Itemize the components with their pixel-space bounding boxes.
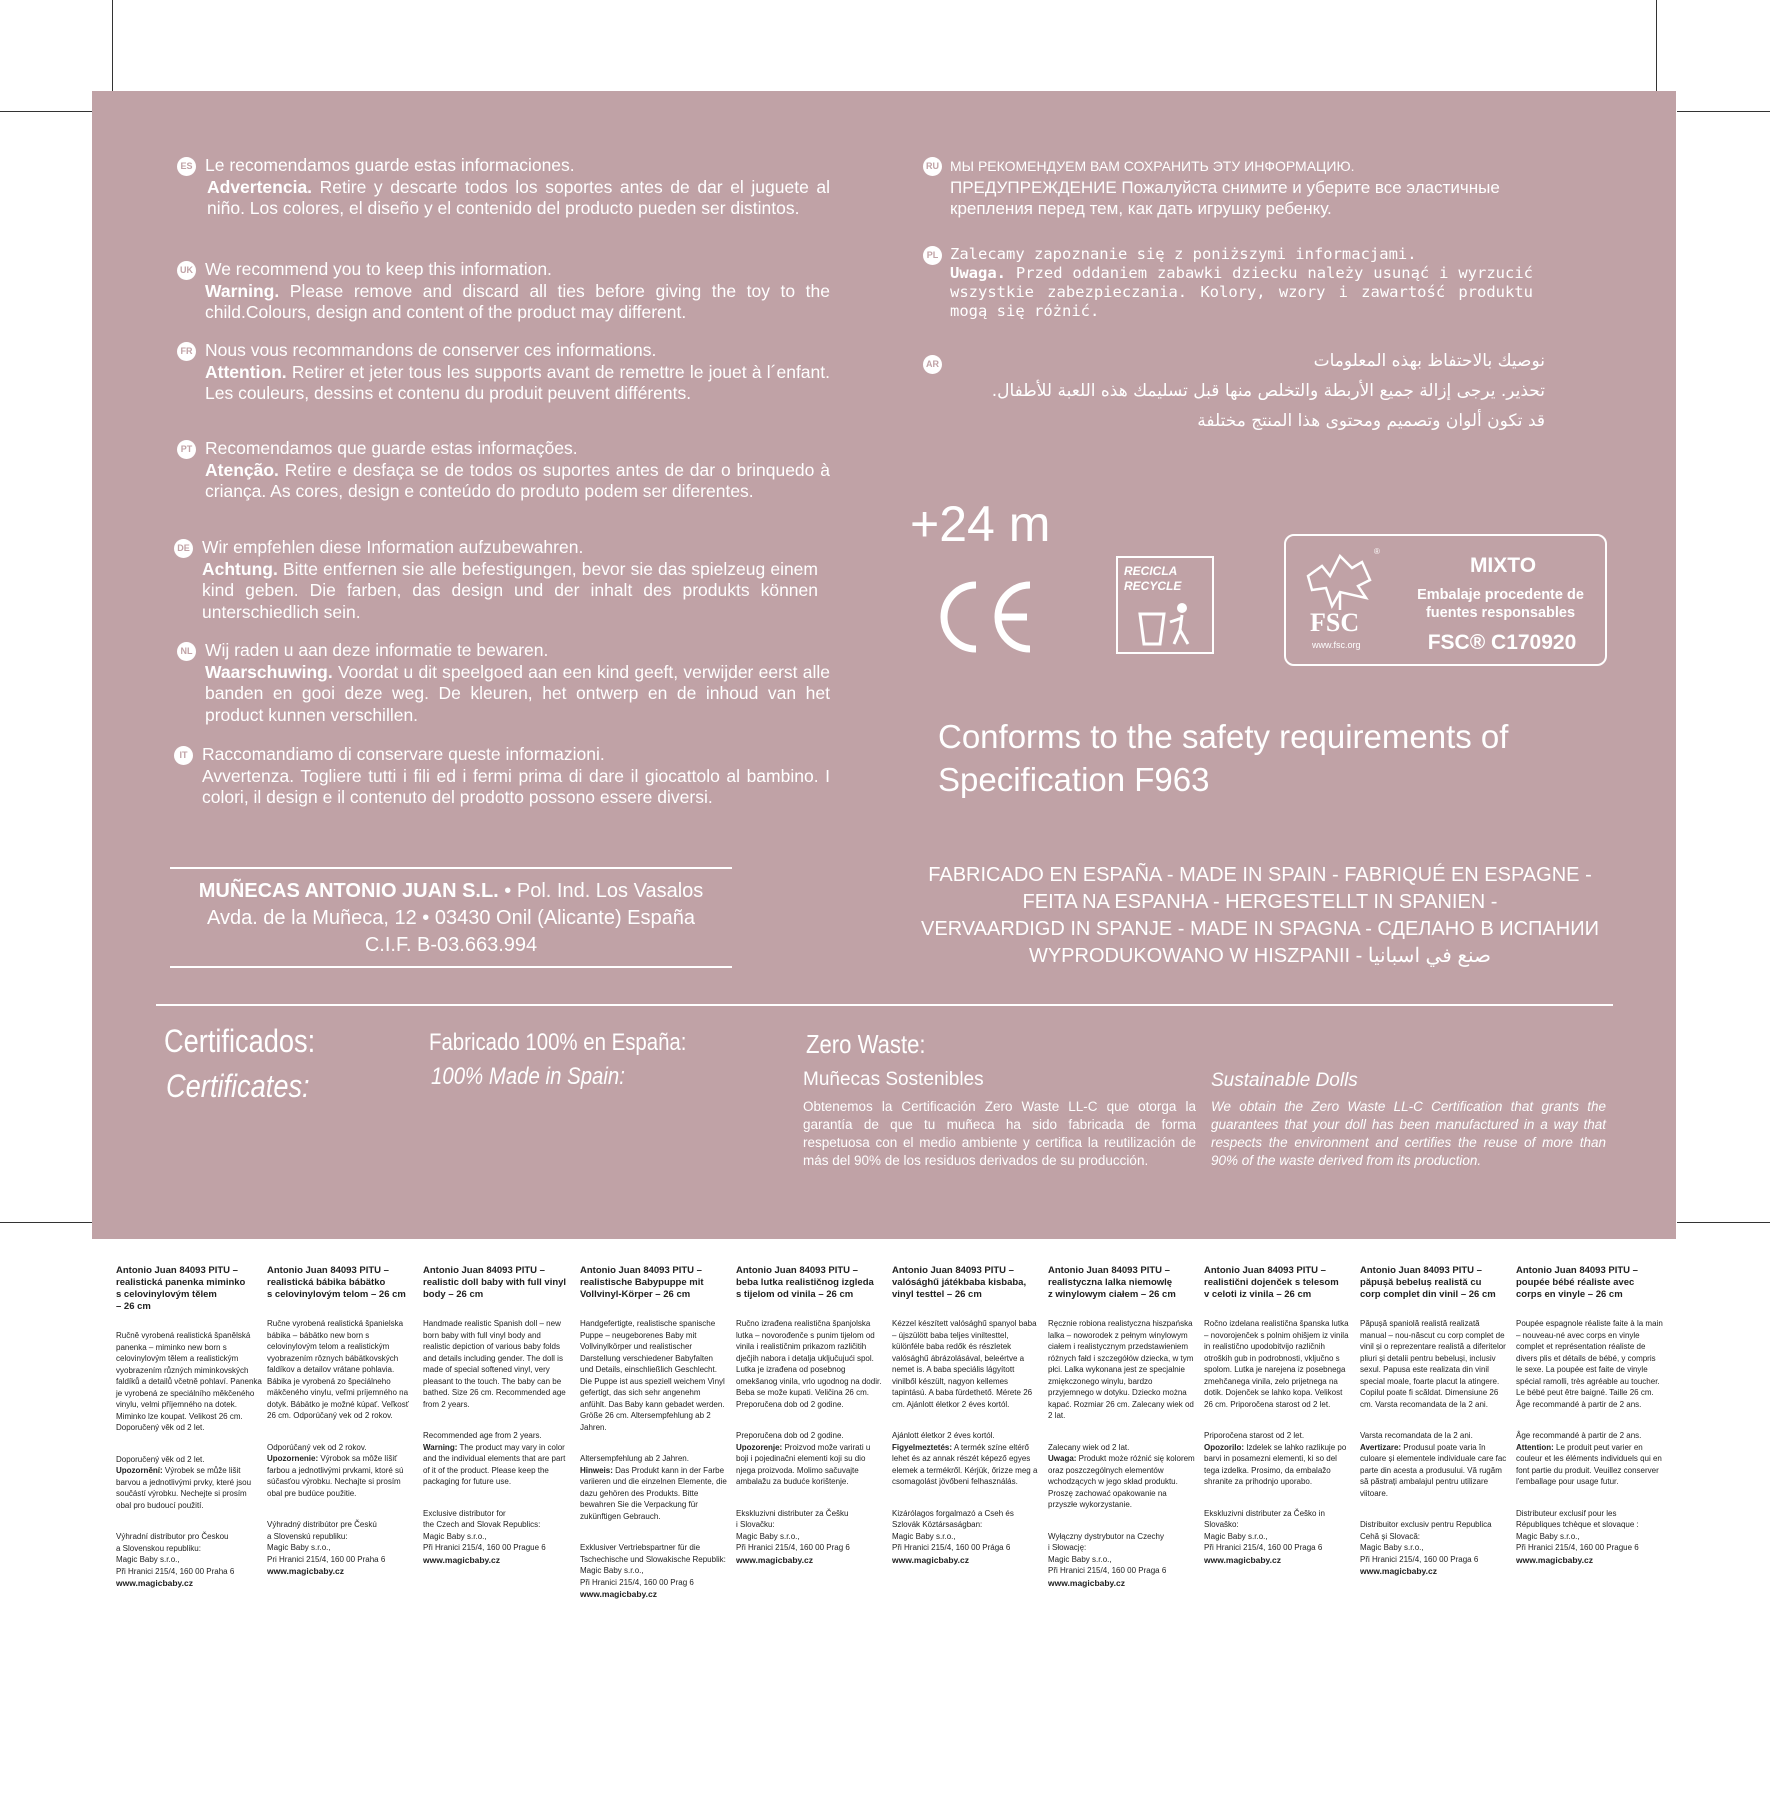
- company-separator: •: [498, 880, 517, 902]
- product-column: [1516, 1265, 1663, 1566]
- column-url: www.magicbaby.cz: [1048, 1577, 1125, 1588]
- svg-text:®: ®: [1374, 547, 1380, 556]
- sustainable-text-en: We obtain the Zero Waste LL-C Certification that grants the guarantees that your doll has been manufactured in a way that respects the environment and certifies the reuse of more than 90% of the waste derived from its production.: [1211, 1099, 1606, 1168]
- certs-title-es: Certificados:: [164, 1023, 316, 1059]
- fsc-desc: Embalaje procedente de fuentes responsables: [1417, 587, 1584, 621]
- column-warning: [423, 1430, 570, 1488]
- divider: [170, 867, 732, 869]
- crop-mark: [1656, 0, 1657, 92]
- made-in-statement: [900, 862, 1620, 970]
- lang-block-fr: [180, 340, 830, 405]
- column-url: www.magicbaby.cz: [892, 1554, 969, 1565]
- made-in-line: FABRICADO EN ESPAÑA - MADE IN SPAIN - FABRIQUÉ EN ESPAGNE -: [928, 864, 1592, 886]
- product-column: [892, 1265, 1039, 1566]
- column-distributor: Ekskluzivni distributer za Češku i Slovačku: Magic Baby s.r.o., Při Hranici 215/4, 160 00 Prag 6: [736, 1508, 850, 1552]
- lang-intro: نوصيك بالاحتفاظ بهذه المعلومات: [1313, 351, 1545, 371]
- column-age: Varsta recomandata de la 2 ani.: [1360, 1431, 1473, 1440]
- conformity-statement: Conforms to the safety requirements of Specification F963: [938, 718, 1509, 798]
- warning-label: Atenção.: [205, 459, 279, 480]
- warning-text: Voordat u dit speelgoed aan een kind geeft, verwijder eerst alle banden en gooi deze weg. De kleuren, het ontwerp en de inhoud van het product kunnen verschillen.: [205, 661, 830, 725]
- column-description: Ručně vyrobená realistická španělská panenka – miminko new born s celovinylovým tělem a realistickým vyobrazením různých miminkovských faldíků a detailů včetně pohlaví. Panenka je vyrobená ze speciálního měkčeného vinylu, velmi příjemného na dotek. Miminko lze koupat. Velikost 26 cm. Doporučený věk od 2 let.: [116, 1331, 262, 1432]
- sustainable-title-en: Sustainable Dolls: [1211, 1070, 1358, 1091]
- lang-badge-icon: NL: [177, 642, 196, 661]
- fsc-tree-icon: [1300, 546, 1382, 612]
- column-warning-label: Upozornenie:: [267, 1454, 319, 1463]
- lang-block-de: [177, 537, 818, 623]
- column-age: Âge recommandé à partir de 2 ans.: [1516, 1431, 1642, 1440]
- zero-waste-title: Zero Waste:: [806, 1029, 926, 1059]
- warning-text: Retire e desfaça se de todos os suportes antes de dar o brinquedo à criança. As cores, design e conteúdo do produto podem ser diferentes.: [205, 459, 830, 501]
- column-description: Ručno izrađena realistična španjolska lutka – novorođenče s punim tijelom od vinila i realističnim prikazom različitih dječjih nabora i detalja uključujući spol. Lutka je izrađena od posebnog omekšanog vinila, vrlo ugodnog na dodir. Beba se može kupati. Veličina 26 cm. Preporučena dob od 2 godine.: [736, 1319, 882, 1409]
- lang-block-uk: [180, 259, 830, 324]
- crop-mark: [0, 1222, 92, 1223]
- lang-badge-icon: DE: [174, 539, 193, 558]
- ce-mark-icon: [932, 577, 1038, 657]
- lang-block-nl: [180, 640, 830, 726]
- column-description: Păpușă spaniolă realistă realizată manual – nou-născut cu corp complet de vinil și o reprezentare realistă a diferitelor pliuri și detalii pentru bebeluși, inclusiv sexul. Papusa este realizata din vinil special moale, foarte placut la atingere. Copilul poate fi scăldat. Dimensiune 26 cm. Varsta recomandata de la 2 ani.: [1360, 1319, 1506, 1409]
- product-column: [116, 1265, 263, 1589]
- product-column: [580, 1265, 727, 1600]
- lang-intro: Wir empfehlen diese Information aufzubewahren.: [202, 537, 584, 557]
- column-distributor: Kizárólagos forgalmazó a Cseh és Szlovák Köztársaságban: Magic Baby s.r.o., Při Hranici 215/4, 160 00 Prága 6: [892, 1508, 1014, 1552]
- sustainable-title-es: Muñecas Sostenibles: [803, 1069, 984, 1090]
- product-column: [1048, 1265, 1195, 1589]
- column-distributor: Exclusive distributor for the Czech and Slovak Republics: Magic Baby s.r.o., Při Hranici 215/4, 160 00 Prague 6: [423, 1508, 546, 1552]
- column-distributor: Ekskluzivni distributer za Češko in Slovaško: Magic Baby s.r.o., Při Hranici 215/4, 160 00 Praga 6: [1204, 1508, 1325, 1552]
- column-warning-text: Výrobok sa môže líšiť farbou a jednotlivými prvkami, ktoré sú súčasťou výrobku. Nechajte si prosím obal pre budúce použitie.: [267, 1454, 404, 1498]
- column-description: Kézzel készített valósághű spanyol baba – újszülött baba teljes viniltesttel, különféle baba redők és részletek valósághű ábrázolásával, beleértve a nemet is. A baba speciális lágyított vinilből készült, nagyon kellemes tapintású. A baba fürdethető. Mérete 26 cm. Ajánlott életkor 2 éves kortól.: [892, 1319, 1037, 1409]
- lang-block-ru: [926, 156, 1558, 219]
- column-distributor: Exklusiver Vertriebspartner für die Tschechische und Slowakische Republik: Magic Baby s.r.o., Při Hranici 215/4, 160 00 Prag 6: [580, 1543, 726, 1587]
- column-warning-text: Das Produkt kann in der Farbe variieren und die einzelnen Elemente, die dazu gehören des Produkts. Bitte bewahren Sie die Verpackung für zukünftigen Gebrauch.: [580, 1465, 727, 1521]
- product-column: [1360, 1265, 1507, 1577]
- column-url: www.magicbaby.cz: [1516, 1554, 1593, 1565]
- column-warning-label: Opozorilo:: [1204, 1442, 1244, 1452]
- lang-intro: Recomendamos que guarde estas informações.: [205, 438, 578, 458]
- column-description: Handmade realistic Spanish doll – new born baby with full vinyl body and realistic depiction of various baby folds and details including gender. The doll is made of special softened vinyl, very pleasant to the touch. The baby can be bathed. Size 26 cm. Recommended age from 2 years.: [423, 1319, 566, 1409]
- product-column: [423, 1265, 570, 1566]
- column-warning-label: Attention:: [1516, 1442, 1554, 1452]
- lang-block-es: [180, 155, 830, 220]
- warning-text: Retirer et jeter tous les supports avant de remettre le jouet à l´enfant. Les couleurs, dessins et contenu du produit peuvent différents.: [205, 361, 830, 403]
- column-description: Ročno izdelana realistična španska lutka – novorojenček s polnim ohišjem iz vinila in realistično upodobitvijo različnih otroških gub in podrobnosti, vključno s spolom. Lutka je narejena iz posebnega zmehčanega vinila, zelo prijetnega na dotik. Dojenček se lahko kopa. Velikost 26 cm. Priporočena starost od 2 let.: [1204, 1319, 1349, 1409]
- divider: [156, 1004, 1613, 1006]
- warning-text: Retire y descarte todos los soportes antes de dar el juguete al niño. Los colores, el diseño y el contenido del producto pueden ser distintos.: [207, 176, 830, 218]
- divider: [170, 966, 732, 968]
- column-warning: [267, 1442, 414, 1500]
- column-age: Zalecany wiek od 2 lat.: [1048, 1442, 1130, 1452]
- column-warning-label: Upozorenje:: [736, 1442, 783, 1452]
- warning-text: ПРЕДУПРЕЖДЕНИЕ Пожалуйста снимите и уберите все эластичные крепления перед тем, как дать игрушку ребенку.: [950, 178, 1500, 218]
- column-warning-text: Le produit peut varier en couleur et les éléments individuels qui en font partie du produit. Veuillez conserver l'emballage pour usage futur.: [1516, 1442, 1662, 1486]
- column-title: Antonio Juan 84093 PITU – păpușă bebeluș realistă cu corp complet din vinil – 26 cm: [1360, 1265, 1496, 1300]
- column-distributor: Výhradní distributor pro Českou a Slovenskou republiku: Magic Baby s.r.o., Při Hranici 215/4, 160 00 Praha 6: [116, 1532, 235, 1576]
- made-in-line: WYPRODUKOWANO W HISZPANII - صنع في اسبانيا: [1028, 945, 1492, 967]
- company-street: Avda. de la Muñeca, 12 • 03430 Onil (Alicante) España: [206, 907, 696, 929]
- made-spain-es: Fabricado 100% en España:: [429, 1029, 687, 1056]
- crop-mark: [0, 111, 92, 112]
- lang-block-it: [179, 744, 830, 809]
- warning-label: Waarschuwing.: [205, 661, 333, 682]
- lang-intro: Wij raden u aan deze informatie te bewaren.: [205, 640, 549, 660]
- column-title: Antonio Juan 84093 PITU – poupée bébé réaliste avec corps en vinyle – 26 cm: [1516, 1265, 1638, 1300]
- column-warning: [1360, 1430, 1507, 1499]
- column-warning: [1516, 1430, 1663, 1488]
- column-warning-label: Hinweis:: [580, 1465, 613, 1475]
- lang-intro: Raccomandiamo di conservare queste informazioni.: [202, 744, 605, 764]
- column-warning-label: Warning:: [423, 1442, 458, 1452]
- column-url: www.magicbaby.cz: [423, 1554, 500, 1565]
- column-distributor: Distributeur exclusif pour les Républiques tchèque et slovaque : Magic Baby s.r.o., Při Hranici 215/4, 160 00 Prague 6: [1516, 1508, 1639, 1552]
- column-warning-label: Avertizare:: [1360, 1442, 1402, 1452]
- product-column: [736, 1265, 883, 1566]
- column-description: Poupée espagnole réaliste faite à la main – nouveau-né avec corps en vinyle complet et représentation réaliste de divers plis et détails de bébé, y compris le sexe. La poupée est faite de vinyle spécial ramolli, très agréable au toucher. Le bébé peut être baigné. Taille 26 cm. Âge recommandé à partir de 2 ans.: [1516, 1319, 1663, 1409]
- certs-title-en: Certificates:: [166, 1068, 310, 1104]
- column-warning: [580, 1453, 727, 1522]
- recycle-logo: [1116, 556, 1214, 654]
- column-warning-text: The product may vary in color and the individual elements that are part of it of the product. Please keep the packaging for future use.: [423, 1442, 566, 1486]
- column-description: Ręcznie robiona realistyczna hiszpańska lalka – noworodek z pełnym winylowym ciałem i realistycznym przedstawieniem różnych fałd i szczegółów dziecka, w tym płci. Lalka wykonana jest ze specjalnie zmiękczonego winylu, bardzo przyjemnego w dotyku. Dziecko można kąpać. Rozmiar 26 cm. Zalecany wiek od 2 lat.: [1048, 1319, 1194, 1420]
- warning-label: Attention.: [205, 361, 287, 382]
- column-warning-label: Figyelmeztetés:: [892, 1442, 953, 1452]
- product-column: [1204, 1265, 1351, 1566]
- column-warning-label: Upozornění:: [116, 1466, 163, 1475]
- column-title: Antonio Juan 84093 PITU – realistični dojenček s telesom v celoti iz vinila – 26 cm: [1204, 1265, 1339, 1300]
- column-title: Antonio Juan 84093 PITU – realistic doll baby with full vinyl body – 26 cm: [423, 1265, 567, 1300]
- lang-badge-icon: AR: [923, 355, 942, 374]
- column-age: Doporučený věk od 2 let.: [116, 1454, 205, 1464]
- made-spain-en: 100% Made in Spain:: [431, 1063, 625, 1090]
- column-age: Altersempfehlung ab 2 Jahren.: [580, 1454, 689, 1463]
- lang-badge-icon: FR: [177, 342, 196, 361]
- recycle-person-icon: [1136, 600, 1198, 648]
- lang-badge-icon: ES: [177, 157, 196, 176]
- product-column: [267, 1265, 414, 1577]
- warning-label: Achtung.: [202, 558, 278, 579]
- column-distributor: Wyłączny dystrybutor na Czechy i Słowację: Magic Baby s.r.o., Při Hranici 215/4, 160 00 Praga 6: [1048, 1531, 1167, 1575]
- column-description: Ručne vyrobená realistická španielska bábika – bábätko new born s celovinylovým telom a realistickým vyobrazením rôznych bábätkovských faldíkov a detailov vrátane pohlavia. Bábika je vyrobená zo špeciálneho mäkčeného vinylu, veľmi príjemného na dotyk. Bábätko je možné kúpať. Veľkosť 26 cm. Odporúčaný vek od 2 rokov.: [267, 1319, 409, 1420]
- column-url: www.magicbaby.cz: [267, 1566, 344, 1576]
- company-pol: Pol. Ind. Los Vasalos: [516, 880, 704, 902]
- lang-badge-icon: IT: [174, 746, 193, 765]
- warning-label: Uwaga.: [950, 264, 1006, 282]
- column-warning: [1204, 1430, 1351, 1488]
- column-warning-text: Produsul poate varia în culoare și elementele individuale care fac parte din acesta a produsului. Vă rugăm să păstrați ambalajul pentru utilizare viitoare.: [1360, 1442, 1507, 1498]
- column-title: Antonio Juan 84093 PITU – realistyczna lalka niemowlę z winylowym ciałem – 26 cm: [1048, 1265, 1176, 1300]
- warning-text-2: قد تكون ألوان وتصميم ومحتوى هذا المنتج مختلفة: [1197, 411, 1545, 431]
- column-distributor: Distribuitor exclusiv pentru Republica Cehă și Slovacă: Magic Baby s.r.o., Při Hranici 215/4, 160 00 Praga 6: [1360, 1520, 1492, 1564]
- column-age: Priporočena starost od 2 let.: [1204, 1431, 1305, 1440]
- recycle-label-en: RECYCLE: [1124, 579, 1182, 593]
- lang-block-pl: [926, 245, 1533, 321]
- made-in-line: FEITA NA ESPANHA - HERGESTELLT IN SPANIEN -: [1022, 891, 1498, 913]
- company-cif: C.I.F. B-03.663.994: [364, 934, 538, 956]
- package-back-panel: [92, 91, 1676, 1239]
- column-distributor: Výhradný distribútor pre Českú a Slovenskú republiku: Magic Baby s.r.o., Pri Hranici 215/4, 160 00 Praha 6: [267, 1520, 386, 1564]
- column-age: Recommended age from 2 years.: [423, 1431, 542, 1440]
- fsc-logo-text: FSC: [1310, 608, 1360, 637]
- lang-badge-icon: PT: [177, 440, 196, 459]
- crop-mark: [1677, 1222, 1770, 1223]
- column-title: Antonio Juan 84093 PITU – realistische Babypuppe mit Vollvinyl-Körper – 26 cm: [580, 1265, 704, 1300]
- crop-mark: [112, 0, 113, 92]
- lang-intro: We recommend you to keep this information.: [205, 259, 552, 279]
- column-warning-text: Výrobek se může lišit barvou a jednotlivými prvky, které jsou součástí výrobku. Nechejte si prosím obal pro budoucí použití.: [116, 1466, 252, 1510]
- column-warning-text: Proizvod može varirati u boji i pojedinačni elementi koji su dio njega proizvoda. Molimo sačuvajte ambalažu za buduće korištenje.: [736, 1442, 871, 1486]
- warning-text: Please remove and discard all ties before giving the toy to the child.Colours, design and content of the product may different.: [205, 280, 830, 322]
- column-warning-label: Uwaga:: [1048, 1454, 1077, 1463]
- made-in-line: VERVAARDIGD IN SPANJE - MADE IN SPAGNA - СДЕЛАНО В ИСПАНИИ: [921, 918, 1599, 940]
- column-warning: [1048, 1442, 1195, 1511]
- column-warning: [736, 1430, 883, 1488]
- column-age: Preporučena dob od 2 godine.: [736, 1431, 844, 1440]
- lang-block-ar: [926, 346, 1545, 436]
- sustainable-text-es: Obtenemos la Certificación Zero Waste LL-C que otorga la garantía de que tu muñeca ha sido fabricada de forma respetuosa con el medio ambiente y certifica la reutilización de más del 90% de los residuos derivados de su producción.: [803, 1099, 1196, 1168]
- column-warning-text: A termék színe eltérő lehet és az annak részét képező egyes elemek a termékről. Kérjük, őrizze meg a csomagolást jövőbeni felhasználás.: [892, 1442, 1038, 1486]
- column-title: Antonio Juan 84093 PITU – valósághű játékbaba kisbaba, vinyl testtel – 26 cm: [892, 1265, 1027, 1300]
- column-title: Antonio Juan 84093 PITU – realistická bábika bábätko s celovinylovým telom – 26 cm: [267, 1265, 406, 1300]
- recycle-label-es: RECICLA: [1124, 564, 1178, 578]
- lang-intro: Zalecamy zapoznanie się z poniższymi informacjami.: [950, 245, 1417, 263]
- lang-badge-icon: UK: [177, 261, 196, 280]
- column-title: Antonio Juan 84093 PITU – beba lutka realističnog izgleda s tijelom od vinila – 26 cm: [736, 1265, 874, 1300]
- warning-text: Przed oddaniem zabawki dziecku należy usunąć i wyrzucić wszystkie zabezpieczania. Kolory, wzory i zawartość produktu mogą się różnić.: [950, 264, 1533, 320]
- column-warning-text: Produkt może różnić się kolorem oraz poszczególnych elementów wchodzących w jego skład produktu. Proszę zachować opakowanie na przyszłe wykorzystanie.: [1048, 1454, 1195, 1509]
- column-url: www.magicbaby.cz: [1360, 1566, 1437, 1576]
- fsc-mix: MIXTO: [1469, 554, 1537, 577]
- lang-intro: МЫ РЕКОМЕНДУЕМ ВАМ СОХРАНИТЬ ЭТУ ИНФОРМАЦИЮ.: [950, 158, 1355, 174]
- crop-mark: [1677, 111, 1770, 112]
- fsc-code: FSC® C170920: [1427, 631, 1577, 654]
- warning-text: Avvertenza. Togliere tutti i fili ed i fermi prima di dare il giocattolo al bambino. I colori, il design e il contenuto del prodotto possono essere diversi.: [202, 765, 830, 807]
- column-description: Handgefertigte, realistische spanische Puppe – neugeborenes Baby mit Vollvinylkörper und realistischer Darstellung verschiedener Babyfalten und Details, einschließlich Geschlecht. Die Puppe ist aus speziell weichem Vinyl gefertigt, das sich sehr angenehm anfühlt. Das Baby kann gebadet werden. Größe 26 cm. Altersempfehlung ab 2 Jahren.: [580, 1319, 725, 1432]
- age-label: +24 m: [910, 496, 1051, 552]
- column-warning: [892, 1430, 1039, 1488]
- column-url: www.magicbaby.cz: [580, 1589, 657, 1599]
- column-url: www.magicbaby.cz: [1204, 1554, 1281, 1565]
- lang-intro: Nous vous recommandons de conserver ces informations.: [205, 340, 657, 360]
- column-age: Ajánlott életkor 2 éves kortól.: [892, 1431, 995, 1440]
- column-url: www.magicbaby.cz: [116, 1578, 193, 1588]
- column-age: Odporúčaný vek od 2 rokov.: [267, 1442, 367, 1452]
- company-address: [170, 878, 732, 959]
- company-name: MUÑECAS ANTONIO JUAN S.L.: [198, 880, 499, 902]
- fsc-url: www.fsc.org: [1312, 640, 1361, 650]
- column-title: Antonio Juan 84093 PITU – realistická panenka miminko s celovinylovým tělem – 26 cm: [116, 1265, 246, 1312]
- fsc-logo: [1284, 534, 1607, 666]
- column-warning-text: Izdelek se lahko razlikuje po barvi in posamezni elementi, ki so del tega izdelka. Prosimo, da embalažo shranite za prihodnjo uporabo.: [1204, 1442, 1347, 1486]
- warning-text: Bitte entfernen sie alle befestigungen, bevor sie das spielzeug einem kind geben. Die farben, das design und der inhalt des produkts können unterschiedlich sein.: [202, 558, 818, 622]
- column-url: www.magicbaby.cz: [736, 1554, 813, 1565]
- lang-badge-icon: PL: [923, 246, 942, 265]
- warning-label: Advertencia.: [207, 176, 313, 197]
- column-warning: [116, 1454, 263, 1512]
- warning-label: Warning.: [205, 280, 280, 301]
- lang-block-pt: [180, 438, 830, 503]
- lang-badge-icon: RU: [923, 157, 942, 176]
- lang-intro: Le recomendamos guarde estas informaciones.: [205, 155, 575, 175]
- warning-text: تحذير. يرجى إزالة جميع الأربطة والتخلص منها قبل تسليمك هذه اللعبة للأطفال.: [991, 381, 1545, 401]
